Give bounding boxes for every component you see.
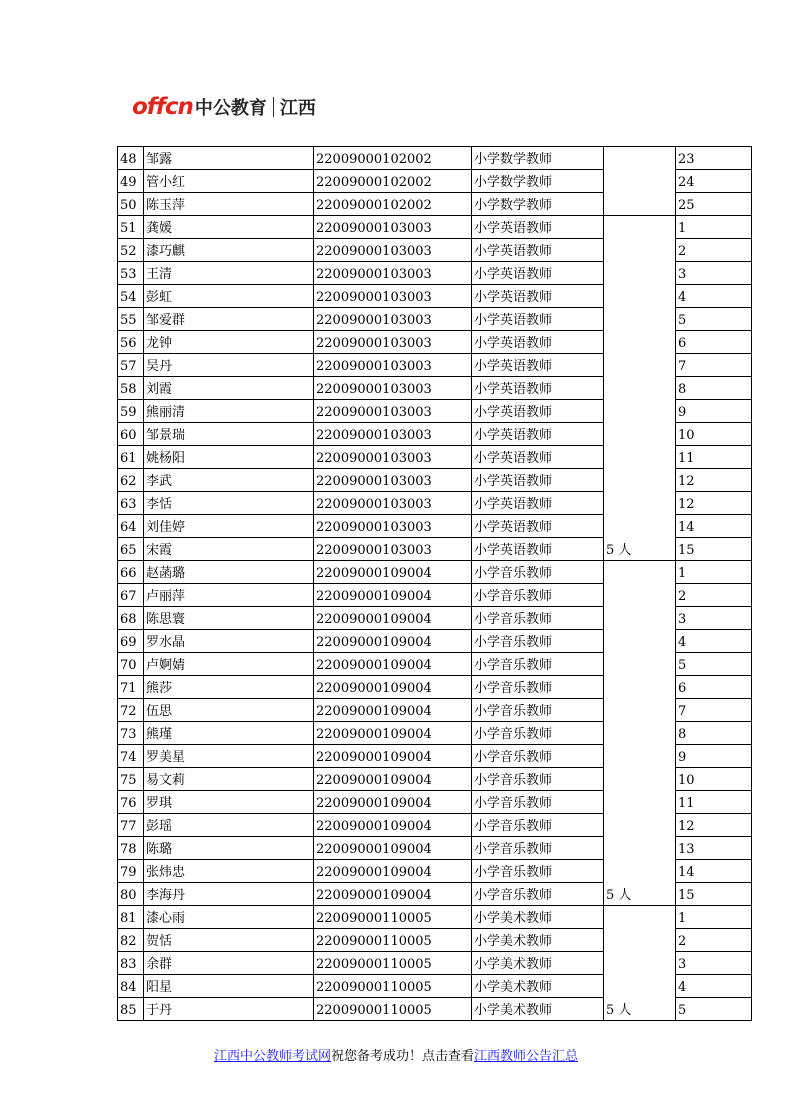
position-code: 22009000109004 xyxy=(314,699,472,722)
position-name: 小学数学教师 xyxy=(472,193,604,216)
candidate-rank: 14 xyxy=(676,515,752,538)
position-code: 22009000103003 xyxy=(314,515,472,538)
position-name: 小学音乐教师 xyxy=(472,676,604,699)
position-code: 22009000103003 xyxy=(314,262,472,285)
row-number: 72 xyxy=(118,699,144,722)
position-name: 小学音乐教师 xyxy=(472,883,604,906)
position-code: 22009000103003 xyxy=(314,538,472,561)
position-code: 22009000103003 xyxy=(314,492,472,515)
candidate-rank: 7 xyxy=(676,699,752,722)
position-name: 小学英语教师 xyxy=(472,469,604,492)
position-name: 小学音乐教师 xyxy=(472,699,604,722)
candidate-rank: 10 xyxy=(676,423,752,446)
row-number: 63 xyxy=(118,492,144,515)
logo-region: 江西 xyxy=(279,98,316,119)
position-code: 22009000103003 xyxy=(314,354,472,377)
row-number: 70 xyxy=(118,653,144,676)
candidate-name: 于丹 xyxy=(144,998,314,1021)
row-number: 69 xyxy=(118,630,144,653)
position-name: 小学美术教师 xyxy=(472,906,604,929)
candidate-name: 刘霞 xyxy=(144,377,314,400)
candidate-rank: 3 xyxy=(676,952,752,975)
position-code: 22009000103003 xyxy=(314,239,472,262)
logo-divider xyxy=(273,97,274,117)
hiring-count: 5 人 xyxy=(604,216,676,561)
candidate-rank: 23 xyxy=(676,147,752,170)
candidate-name: 李武 xyxy=(144,469,314,492)
row-number: 79 xyxy=(118,860,144,883)
candidate-name: 陈思寰 xyxy=(144,607,314,630)
candidate-rank: 6 xyxy=(676,676,752,699)
results-table xyxy=(117,146,752,1021)
candidate-name: 熊瑾 xyxy=(144,722,314,745)
position-name: 小学音乐教师 xyxy=(472,722,604,745)
position-code: 22009000110005 xyxy=(314,952,472,975)
candidate-rank: 5 xyxy=(676,653,752,676)
row-number: 76 xyxy=(118,791,144,814)
candidate-name: 李海丹 xyxy=(144,883,314,906)
position-code: 22009000103003 xyxy=(314,216,472,239)
position-code: 22009000103003 xyxy=(314,423,472,446)
row-number: 85 xyxy=(118,998,144,1021)
row-number: 62 xyxy=(118,469,144,492)
row-number: 82 xyxy=(118,929,144,952)
row-number: 64 xyxy=(118,515,144,538)
position-name: 小学数学教师 xyxy=(472,170,604,193)
position-name: 小学英语教师 xyxy=(472,492,604,515)
table-row xyxy=(118,906,752,929)
logo-brand: offcn xyxy=(132,94,193,120)
position-code: 22009000109004 xyxy=(314,676,472,699)
position-name: 小学美术教师 xyxy=(472,998,604,1021)
candidate-rank: 6 xyxy=(676,331,752,354)
position-code: 22009000110005 xyxy=(314,998,472,1021)
candidate-name: 彭瑶 xyxy=(144,814,314,837)
row-number: 58 xyxy=(118,377,144,400)
row-number: 59 xyxy=(118,400,144,423)
candidate-rank: 14 xyxy=(676,860,752,883)
position-code: 22009000109004 xyxy=(314,814,472,837)
candidate-name: 李恬 xyxy=(144,492,314,515)
position-code: 22009000109004 xyxy=(314,561,472,584)
position-code: 22009000110005 xyxy=(314,906,472,929)
position-name: 小学音乐教师 xyxy=(472,607,604,630)
candidate-rank: 11 xyxy=(676,791,752,814)
position-name: 小学数学教师 xyxy=(472,147,604,170)
candidate-rank: 5 xyxy=(676,308,752,331)
position-code: 22009000109004 xyxy=(314,883,472,906)
footer-link-announcements[interactable]: 江西教师公告汇总 xyxy=(474,1049,579,1064)
table-row xyxy=(118,561,752,584)
position-name: 小学音乐教师 xyxy=(472,837,604,860)
position-code: 22009000109004 xyxy=(314,607,472,630)
position-name: 小学英语教师 xyxy=(472,308,604,331)
candidate-rank: 4 xyxy=(676,630,752,653)
candidate-rank: 1 xyxy=(676,906,752,929)
candidate-name: 王清 xyxy=(144,262,314,285)
candidate-name: 漆心雨 xyxy=(144,906,314,929)
position-code: 22009000109004 xyxy=(314,768,472,791)
candidate-rank: 7 xyxy=(676,354,752,377)
hiring-count: 5 人 xyxy=(604,906,676,1021)
candidate-rank: 8 xyxy=(676,377,752,400)
position-name: 小学英语教师 xyxy=(472,377,604,400)
candidate-name: 邹爱群 xyxy=(144,308,314,331)
row-number: 84 xyxy=(118,975,144,998)
candidate-name: 伍思 xyxy=(144,699,314,722)
candidate-rank: 9 xyxy=(676,400,752,423)
row-number: 77 xyxy=(118,814,144,837)
candidate-name: 余群 xyxy=(144,952,314,975)
footer-link-exam-site[interactable]: 江西中公教师考试网 xyxy=(213,1049,331,1064)
candidate-name: 龚媛 xyxy=(144,216,314,239)
candidate-rank: 25 xyxy=(676,193,752,216)
row-number: 53 xyxy=(118,262,144,285)
candidate-name: 刘佳婷 xyxy=(144,515,314,538)
position-code: 22009000103003 xyxy=(314,308,472,331)
position-code: 22009000103003 xyxy=(314,469,472,492)
candidate-name: 漆巧麒 xyxy=(144,239,314,262)
position-name: 小学英语教师 xyxy=(472,400,604,423)
position-name: 小学音乐教师 xyxy=(472,814,604,837)
position-name: 小学音乐教师 xyxy=(472,630,604,653)
candidate-rank: 3 xyxy=(676,607,752,630)
candidate-rank: 11 xyxy=(676,446,752,469)
row-number: 67 xyxy=(118,584,144,607)
position-code: 22009000102002 xyxy=(314,193,472,216)
candidate-name: 熊莎 xyxy=(144,676,314,699)
row-number: 68 xyxy=(118,607,144,630)
row-number: 80 xyxy=(118,883,144,906)
candidate-rank: 4 xyxy=(676,285,752,308)
candidate-name: 赵菡璐 xyxy=(144,561,314,584)
row-number: 61 xyxy=(118,446,144,469)
position-code: 22009000109004 xyxy=(314,653,472,676)
position-code: 22009000103003 xyxy=(314,400,472,423)
candidate-rank: 2 xyxy=(676,929,752,952)
position-code: 22009000109004 xyxy=(314,837,472,860)
candidate-name: 陈璐 xyxy=(144,837,314,860)
position-name: 小学音乐教师 xyxy=(472,653,604,676)
logo-org: 中公教育 xyxy=(194,98,267,119)
candidate-name: 罗美星 xyxy=(144,745,314,768)
candidate-name: 邹露 xyxy=(144,147,314,170)
position-name: 小学美术教师 xyxy=(472,929,604,952)
position-name: 小学英语教师 xyxy=(472,354,604,377)
position-name: 小学音乐教师 xyxy=(472,561,604,584)
position-name: 小学音乐教师 xyxy=(472,584,604,607)
footer xyxy=(0,1045,792,1064)
position-code: 22009000109004 xyxy=(314,791,472,814)
position-name: 小学英语教师 xyxy=(472,285,604,308)
candidate-name: 阳星 xyxy=(144,975,314,998)
candidate-rank: 15 xyxy=(676,538,752,561)
row-number: 57 xyxy=(118,354,144,377)
candidate-name: 管小红 xyxy=(144,170,314,193)
position-code: 22009000102002 xyxy=(314,147,472,170)
candidate-rank: 3 xyxy=(676,262,752,285)
row-number: 60 xyxy=(118,423,144,446)
candidate-rank: 12 xyxy=(676,814,752,837)
row-number: 74 xyxy=(118,745,144,768)
candidate-name: 姚杨阳 xyxy=(144,446,314,469)
position-code: 22009000102002 xyxy=(314,170,472,193)
position-name: 小学英语教师 xyxy=(472,423,604,446)
position-code: 22009000110005 xyxy=(314,975,472,998)
candidate-name: 邹景瑞 xyxy=(144,423,314,446)
row-number: 51 xyxy=(118,216,144,239)
position-code: 22009000109004 xyxy=(314,860,472,883)
position-code: 22009000109004 xyxy=(314,745,472,768)
table-row xyxy=(118,216,752,239)
position-name: 小学英语教师 xyxy=(472,538,604,561)
row-number: 78 xyxy=(118,837,144,860)
row-number: 52 xyxy=(118,239,144,262)
position-code: 22009000103003 xyxy=(314,377,472,400)
candidate-name: 熊丽清 xyxy=(144,400,314,423)
row-number: 49 xyxy=(118,170,144,193)
candidate-name: 龙钟 xyxy=(144,331,314,354)
footer-text: 祝您备考成功！点击查看 xyxy=(330,1049,474,1064)
candidate-name: 陈玉萍 xyxy=(144,193,314,216)
position-name: 小学英语教师 xyxy=(472,262,604,285)
candidate-name: 宋霞 xyxy=(144,538,314,561)
candidate-rank: 5 xyxy=(676,998,752,1021)
row-number: 66 xyxy=(118,561,144,584)
candidate-rank: 8 xyxy=(676,722,752,745)
position-name: 小学音乐教师 xyxy=(472,745,604,768)
candidate-rank: 1 xyxy=(676,216,752,239)
position-code: 22009000103003 xyxy=(314,446,472,469)
position-name: 小学英语教师 xyxy=(472,331,604,354)
candidate-rank: 24 xyxy=(676,170,752,193)
results-table-body xyxy=(118,147,752,1021)
row-number: 75 xyxy=(118,768,144,791)
row-number: 71 xyxy=(118,676,144,699)
position-code: 22009000110005 xyxy=(314,929,472,952)
position-name: 小学音乐教师 xyxy=(472,860,604,883)
candidate-rank: 1 xyxy=(676,561,752,584)
candidate-name: 罗水晶 xyxy=(144,630,314,653)
position-name: 小学英语教师 xyxy=(472,446,604,469)
candidate-rank: 2 xyxy=(676,584,752,607)
candidate-rank: 10 xyxy=(676,768,752,791)
candidate-rank: 13 xyxy=(676,837,752,860)
candidate-rank: 2 xyxy=(676,239,752,262)
hiring-count xyxy=(604,147,676,216)
candidate-name: 彭虹 xyxy=(144,285,314,308)
row-number: 73 xyxy=(118,722,144,745)
row-number: 81 xyxy=(118,906,144,929)
hiring-count: 5 人 xyxy=(604,561,676,906)
candidate-name: 张炜忠 xyxy=(144,860,314,883)
candidate-rank: 15 xyxy=(676,883,752,906)
row-number: 50 xyxy=(118,193,144,216)
row-number: 65 xyxy=(118,538,144,561)
candidate-rank: 12 xyxy=(676,492,752,515)
table-row xyxy=(118,147,752,170)
candidate-rank: 4 xyxy=(676,975,752,998)
position-name: 小学美术教师 xyxy=(472,975,604,998)
position-name: 小学英语教师 xyxy=(472,515,604,538)
position-code: 22009000109004 xyxy=(314,630,472,653)
candidate-rank: 12 xyxy=(676,469,752,492)
position-name: 小学英语教师 xyxy=(472,216,604,239)
row-number: 48 xyxy=(118,147,144,170)
position-code: 22009000103003 xyxy=(314,331,472,354)
position-name: 小学英语教师 xyxy=(472,239,604,262)
offcn-logo xyxy=(132,92,316,122)
position-code: 22009000103003 xyxy=(314,285,472,308)
candidate-name: 吴丹 xyxy=(144,354,314,377)
position-code: 22009000109004 xyxy=(314,584,472,607)
position-name: 小学音乐教师 xyxy=(472,768,604,791)
candidate-rank: 9 xyxy=(676,745,752,768)
position-code: 22009000109004 xyxy=(314,722,472,745)
candidate-name: 罗琪 xyxy=(144,791,314,814)
position-name: 小学音乐教师 xyxy=(472,791,604,814)
candidate-name: 卢婀婧 xyxy=(144,653,314,676)
row-number: 83 xyxy=(118,952,144,975)
candidate-name: 卢丽萍 xyxy=(144,584,314,607)
position-name: 小学美术教师 xyxy=(472,952,604,975)
row-number: 54 xyxy=(118,285,144,308)
candidate-name: 易文莉 xyxy=(144,768,314,791)
row-number: 55 xyxy=(118,308,144,331)
row-number: 56 xyxy=(118,331,144,354)
candidate-name: 贺恬 xyxy=(144,929,314,952)
